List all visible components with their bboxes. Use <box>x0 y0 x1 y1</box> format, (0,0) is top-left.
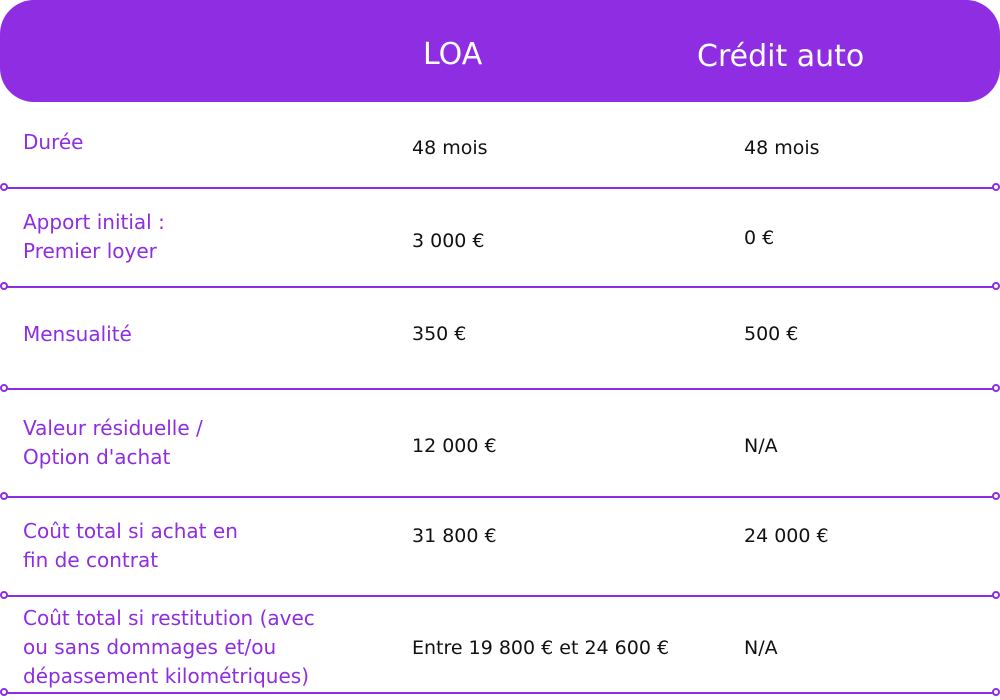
row-label-line: Coût total si restitution (avec <box>23 606 315 630</box>
header-credit-auto: Crédit auto <box>697 39 865 74</box>
row-value-loa: 31 800 € <box>412 525 497 547</box>
row-label-line: Apport initial : <box>23 210 165 234</box>
row-label-mensualite <box>23 320 132 349</box>
row-label-line: fin de contrat <box>23 548 159 572</box>
header-loa: LOA <box>423 37 483 72</box>
row-value-credit: 500 € <box>744 323 799 345</box>
row-divider <box>0 591 1000 601</box>
row-divider <box>0 688 1000 698</box>
row-label-valeur-residuelle <box>23 414 203 472</box>
row-divider <box>0 282 1000 292</box>
row-label-line: ou sans dommages et/ou <box>23 635 277 659</box>
row-label-cout-achat <box>23 517 238 575</box>
row-value-credit: 0 € <box>744 227 775 249</box>
row-value-loa: 12 000 € <box>412 435 497 457</box>
row-divider <box>0 183 1000 193</box>
row-label-line: dépassement kilométriques) <box>23 664 309 688</box>
row-value-credit: 24 000 € <box>744 525 829 547</box>
table-header <box>0 0 1000 102</box>
row-value-credit: N/A <box>744 435 778 457</box>
row-label-duree <box>23 128 83 157</box>
row-divider <box>0 492 1000 502</box>
row-label-line: Option d'achat <box>23 445 171 469</box>
row-label-line: Coût total si achat en <box>23 519 238 543</box>
row-label-apport <box>23 208 165 266</box>
row-label-line: Valeur résiduelle / <box>23 416 203 440</box>
row-divider <box>0 384 1000 394</box>
row-label-cout-restitution <box>23 604 315 691</box>
row-label-line: Premier loyer <box>23 239 157 263</box>
row-value-loa: 350 € <box>412 323 467 345</box>
row-value-credit: 48 mois <box>744 137 820 159</box>
row-label-line: Durée <box>23 130 84 154</box>
row-value-credit: N/A <box>744 637 778 659</box>
row-value-loa: 48 mois <box>412 137 488 159</box>
row-label-line: Mensualité <box>23 322 132 346</box>
row-value-loa: Entre 19 800 € et 24 600 € <box>412 637 670 659</box>
row-value-loa: 3 000 € <box>412 230 485 252</box>
